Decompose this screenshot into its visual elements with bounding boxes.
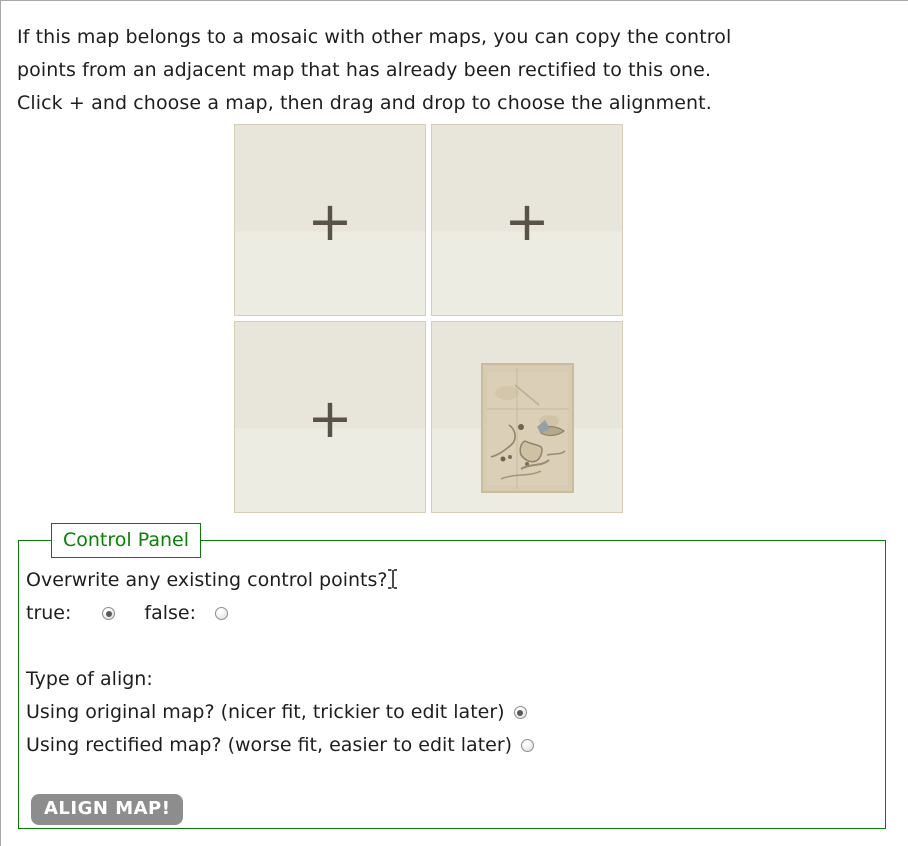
- overwrite-false-radio[interactable]: [215, 607, 228, 620]
- align-option-rectified-label: Using rectified map? (worse fit, easier to edit later): [26, 734, 513, 756]
- control-panel: [18, 523, 886, 829]
- plus-icon: +: [307, 387, 353, 450]
- align-map-button[interactable]: ALIGN MAP!: [31, 794, 183, 825]
- plus-icon: +: [307, 190, 353, 253]
- intro-line: If this map belongs to a mosaic with other maps, you can copy the control: [17, 26, 732, 48]
- type-of-align-label: Type of align:: [26, 668, 153, 690]
- align-option-rectified-radio[interactable]: [521, 739, 534, 752]
- plus-icon: +: [504, 190, 550, 253]
- map-thumbnail: [481, 363, 574, 493]
- intro-line: Click + and choose a map, then drag and drop to choose the alignment.: [17, 92, 712, 114]
- overwrite-false-label: false:: [144, 602, 197, 624]
- align-option-original-radio[interactable]: [514, 706, 527, 719]
- align-option-rectified-row: [26, 729, 875, 762]
- control-panel-legend: Control Panel: [51, 523, 201, 558]
- mosaic-tile-add-top-left[interactable]: [234, 124, 426, 316]
- mosaic-tile-current-map[interactable]: [431, 321, 623, 513]
- intro-text: [17, 21, 892, 120]
- overwrite-question-line: [26, 564, 875, 597]
- overwrite-options-row: [26, 597, 875, 630]
- overwrite-true-radio[interactable]: [102, 607, 115, 620]
- mosaic-tile-add-top-right[interactable]: [431, 124, 623, 316]
- blank-line: [26, 630, 875, 663]
- mosaic-tile-add-bottom-left[interactable]: [234, 321, 426, 513]
- align-option-original-label: Using original map? (nicer fit, trickier to edit later): [26, 701, 505, 723]
- intro-line: points from an adjacent map that has already been rectified to this one.: [17, 59, 712, 81]
- overwrite-true-label: true:: [26, 602, 72, 624]
- overwrite-question: Overwrite any existing control points?: [26, 569, 388, 591]
- text-cursor-icon: [388, 569, 397, 589]
- mosaic-grid: [234, 124, 623, 513]
- align-option-original-row: [26, 696, 875, 729]
